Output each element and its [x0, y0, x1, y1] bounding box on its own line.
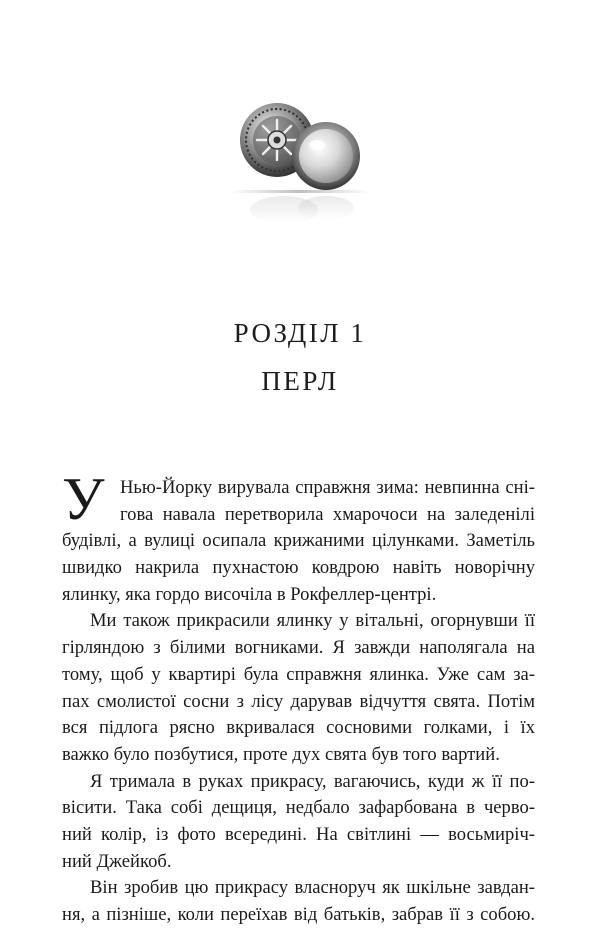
text-line: будівлі, а вулиці осипала крижаними цілунками. Заметіль	[62, 530, 535, 552]
text-line: пах смолистої сосни з лісу дарував відчуття свята. Потім	[62, 690, 535, 712]
text-line: Я тримала в руках прикрасу, вагаючись, куди ж її по-	[90, 770, 535, 792]
chapter-body-text	[62, 466, 535, 929]
text-line: вісити. Така собі дещиця, недбало зафарбована в черво-	[62, 797, 535, 819]
drop-cap: У	[62, 466, 105, 532]
text-line: важко було позбутися, проте дух свята був того вартий.	[62, 743, 500, 765]
text-line: вся підлога рясно вкривалася сосновими голками, і їх	[62, 717, 535, 739]
pearl-button-icon	[292, 122, 360, 190]
text-line: ня, а пізніше, коли переїхав від батьків, забрав її з собою.	[62, 904, 535, 925]
chapter-ornament	[222, 92, 378, 242]
text-line: ялинку, яка гордо височіла в Рокфеллер-центрі.	[62, 583, 437, 605]
text-line: Нью-Йорку вирувала справжня зима: невпинна сні-	[120, 477, 535, 498]
text-line: Він зробив цю прикрасу власноруч як шкільне завдан-	[90, 877, 535, 899]
text-line: швидко накрила пухнастою ковдрою навіть новорічну	[62, 557, 535, 579]
text-line: ний Джейкоб.	[62, 850, 172, 872]
text-line: тому, щоб у квартирі була справжня ялинка. Уже сам за-	[62, 663, 535, 685]
chapter-title: ПЕРЛ	[261, 366, 339, 396]
text-line: гірляндою з білими вогниками. Я завжди наполягала на	[62, 637, 535, 659]
text-line: гова навала перетворила хмарочоси на заледенілі	[120, 503, 535, 525]
text-line: Ми також прикрасили ялинку у вітальні, огорнувши її	[90, 610, 535, 632]
chapter-label: РОЗДІЛ 1	[233, 318, 367, 348]
text-line: ний колір, із фото всередині. На світлині — восьмиріч-	[62, 823, 535, 845]
